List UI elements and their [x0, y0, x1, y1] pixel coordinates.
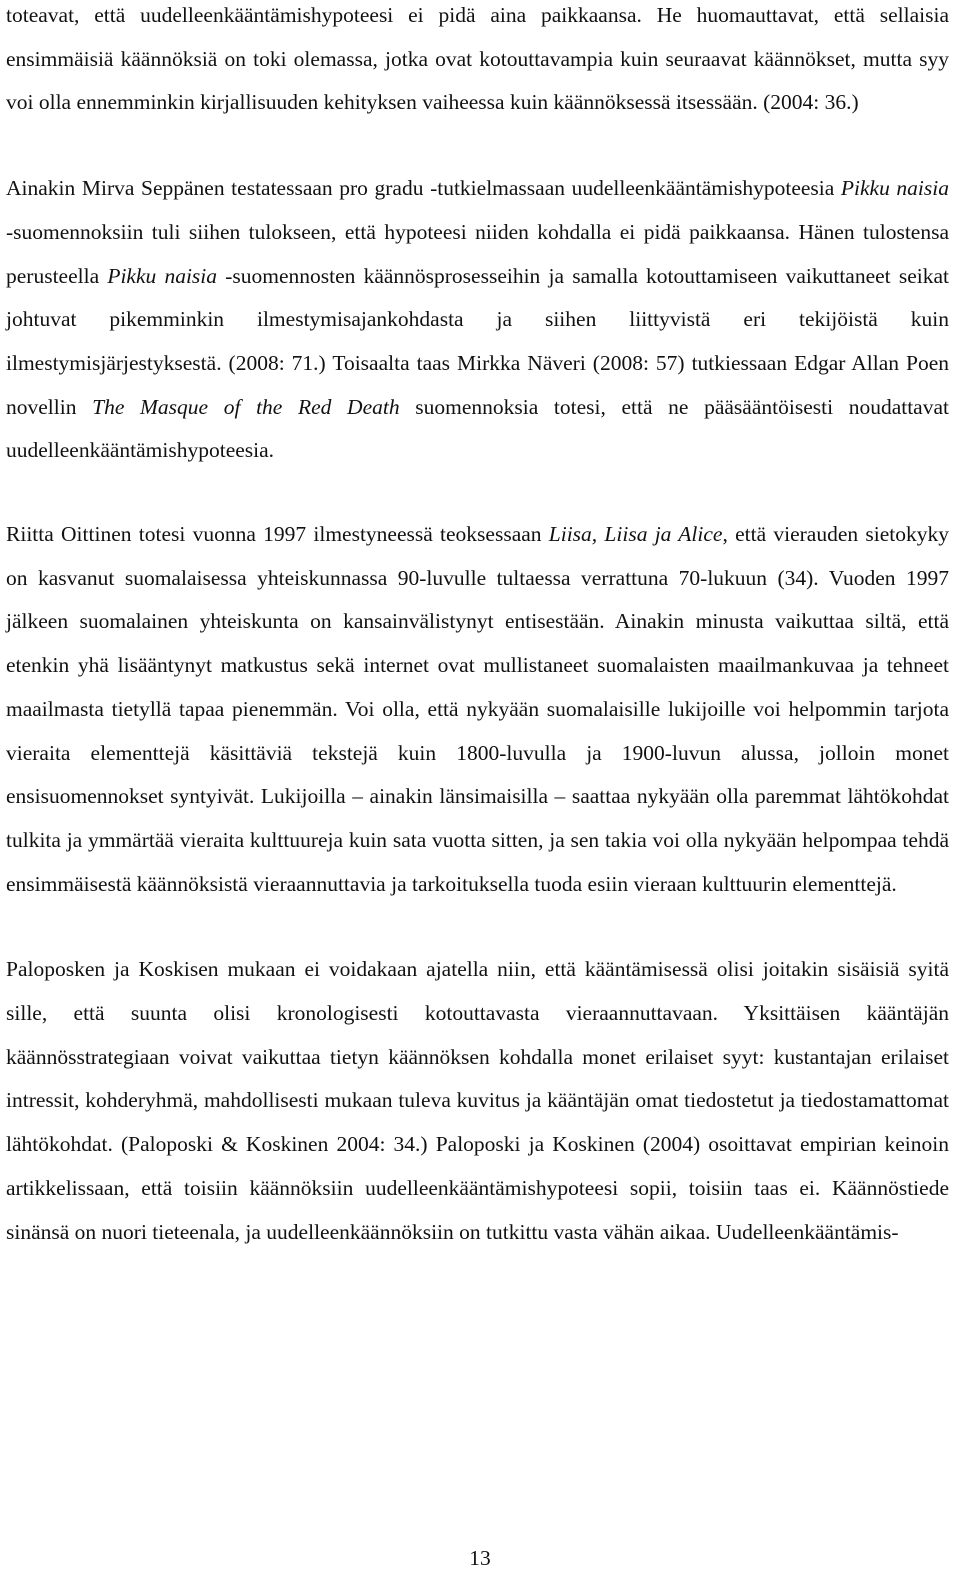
paragraph-4-text: Paloposken ja Koskisen mukaan ei voidakaan ajatella niin, että kääntämisessä olisi joitakin sisäisiä syitä sille, että suunta olisi kronologisesti kotouttavasta vieraannuttavaan. Yksittäisen kääntäjän käännösstrategiaan voivat vaikuttaa tietyn käännöksen kohdalla monet erilaiset syyt: kustantajan erilaiset intressit, kohderyhmä, mahdollisesti mukaan tuleva kuvitus ja kääntäjän omat tiedostetut ja tiedostamattomat lähtökohdat. (Paloposki & Koskinen 2004: 34.) Paloposki ja Koskinen (2004) osoittavat empirian keinoin artikkelissaan, että toisiin käännöksiin uudelleenkääntämishypoteesi sopii, toisiin taas ei. Käännöstiede sinänsä on nuori tieteenala, ja uudelleenkäännöksiin on tutkittu vasta vähän aikaa. Uudelleenkääntämis- [6, 957, 949, 1244]
page-number: 13 [469, 1546, 491, 1570]
paragraph-4 [6, 948, 949, 1254]
paragraph-gap [6, 906, 949, 948]
paragraph-2-text: Ainakin Mirva Seppänen testatessaan pro gradu -tutkielmassaan uudelleenkääntämishypoteesia [6, 176, 841, 201]
book-title-masque-of-the-red-death: The Masque of the Red Death [92, 394, 400, 419]
paragraph-3-text: , että vierauden sietokyky on kasvanut suomalaisessa yhteiskunnassa 90-luvulle tultaessa verrattuna 70-lukuun (34). Vuoden 1997 jälkeen suomalainen yhteiskunta on kansainvälistynyt entisestään. Ainakin minusta vaikuttaa siltä, että etenkin yhä lisääntynyt matkustus sekä internet ovat mullistaneet suomalaisten maailmankuvaa ja tehneet maailmasta tietyllä tapaa pienemmän. Voi olla, että nykyään suomalaisille lukijoille voi helpommin tarjota vieraita elementtejä käsittäviä tekstejä kuin 1800-luvulla ja 1900-luvun alussa, jolloin monet ensisuomennokset syntyivät. Lukijoilla – ainakin länsimaisilla – saattaa nykyään olla paremmat lähtökohdat tulkita ja ymmärtää vieraita kulttuureja kuin sata vuotta sitten, ja sen takia voi olla nykyään helpompaa tehdä ensimmäisestä käännöksistä vieraannuttavia ja tarkoituksella tuoda esiin vieraan kulttuurin elementtejä. [6, 522, 949, 896]
paragraph-1 [6, 0, 949, 125]
book-title-liisa-liisa-ja-alice: Liisa, Liisa ja Alice [548, 522, 723, 547]
paragraph-2-text: suomennoksia totesi, että ne pääsääntöisesti noudattavat uudelleenkääntämishypoteesia. [6, 394, 949, 463]
book-title-pikku-naisia: Pikku naisia [107, 263, 218, 288]
book-title-pikku-naisia: Pikku naisia [840, 176, 949, 201]
paragraph-gap [6, 473, 949, 513]
paragraph-2-text: -suomennosten käännösprosesseihin ja samalla kotouttamiseen vaikuttaneet seikat johtuvat pikemminkin ilmestymisajankohdasta ja siihen liittyvistä eri tekijöistä kuin ilmestymisjärjestyksestä. (2008: 71.) Toisaalta taas Mirkka Näveri (2008: 57) tutkiessaan Edgar Allan Poen novellin [6, 263, 949, 419]
paragraph-2 [6, 167, 949, 473]
paragraph-gap [6, 125, 949, 167]
paragraph-3 [6, 513, 949, 906]
document-page [6, 0, 949, 1254]
paragraph-2-text: -suomennoksiin tuli siihen tulokseen, että hypoteesi niiden kohdalla ei pidä paikkaansa. Hänen tulostensa perusteella [6, 219, 949, 288]
paragraph-1-text: toteavat, että uudelleenkääntämishypoteesi ei pidä aina paikkaansa. He huomauttavat, että sellaisia ensimmäisiä käännöksiä on toki olemassa, jotka ovat kotouttavampia kuin seuraavat käännökset, mutta syy voi olla ennemminkin kirjallisuuden kehityksen vaiheessa kuin käännöksessä itsessään. (2004: 36.) [6, 3, 949, 115]
paragraph-3-text: Riitta Oittinen totesi vuonna 1997 ilmestyneessä teoksessaan [6, 522, 549, 547]
